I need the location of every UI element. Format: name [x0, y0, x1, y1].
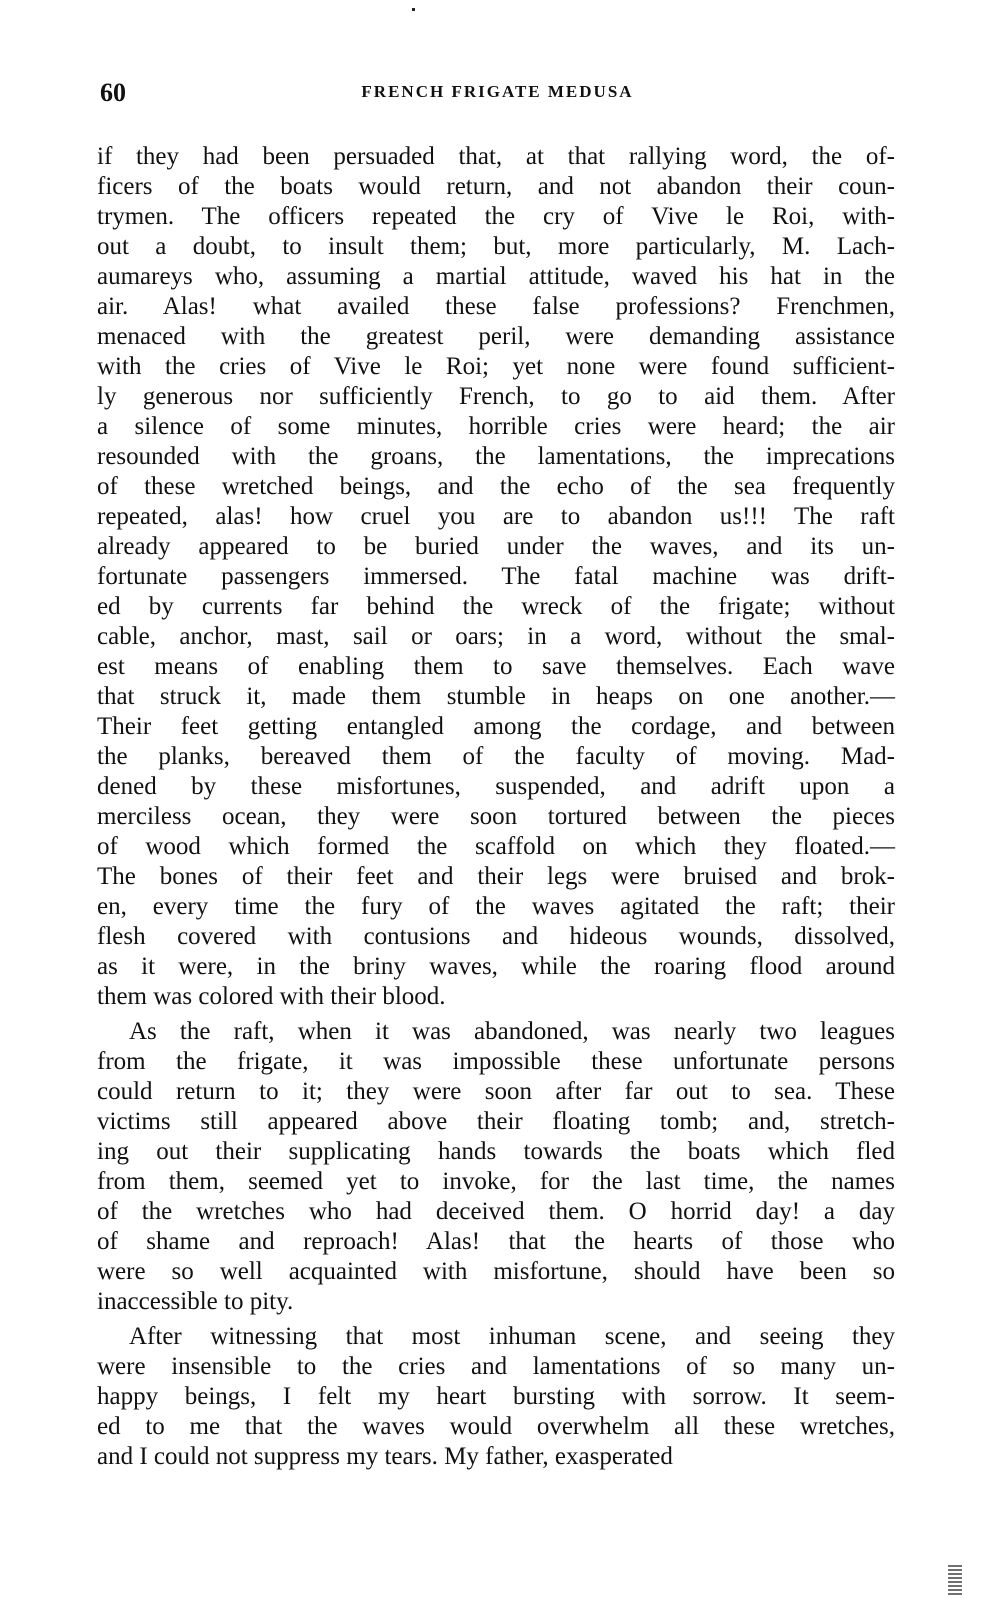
text-line: that struck it, made them stumble in heaps on one another.—	[97, 683, 895, 710]
text-line: the planks, bereaved them of the faculty of moving. Mad-	[97, 743, 895, 770]
text-line: out a doubt, to insult them; but, more particularly, M. Lach-	[97, 233, 895, 260]
text-line: of wood which formed the scaffold on which they floated.—	[97, 833, 895, 860]
text-line: ing out their supplicating hands towards the boats which fled	[97, 1138, 895, 1165]
text-line: cable, anchor, mast, sail or oars; in a word, without the smal-	[97, 623, 895, 650]
text-line: of these wretched beings, and the echo of the sea frequently	[97, 473, 895, 500]
text-line: est means of enabling them to save themselves. Each wave	[97, 653, 895, 680]
text-line: from the frigate, it was impossible these unfortunate persons	[97, 1048, 895, 1075]
text-line: resounded with the groans, the lamentations, the imprecations	[97, 443, 895, 470]
text-line: victims still appeared above their floating tomb; and, stretch-	[97, 1108, 895, 1135]
text-line: After witnessing that most inhuman scene, and seeing they	[129, 1323, 895, 1350]
text-line: with the cries of Vive le Roi; yet none were found sufficient-	[97, 353, 895, 380]
text-line: Their feet getting entangled among the cordage, and between	[97, 713, 895, 740]
paragraph	[97, 1017, 895, 1317]
text-line: aumareys who, assuming a martial attitude, waved his hat in the	[97, 263, 895, 290]
paragraph	[97, 1322, 895, 1472]
page-header	[100, 78, 895, 108]
text-line: if they had been persuaded that, at that rallying word, the of-	[97, 143, 895, 170]
text-line: dened by these misfortunes, suspended, and adrift upon a	[97, 773, 895, 800]
text-line: and I could not suppress my tears. My father, exasperated	[97, 1443, 673, 1470]
text-line: already appeared to be buried under the waves, and its un-	[97, 533, 895, 560]
text-line: ed to me that the waves would overwhelm all these wretches,	[97, 1413, 895, 1440]
text-line: repeated, alas! how cruel you are to abandon us!!! The raft	[97, 503, 895, 530]
text-line: were insensible to the cries and lamentations of so many un-	[97, 1353, 895, 1380]
text-line: of shame and reproach! Alas! that the hearts of those who	[97, 1228, 895, 1255]
text-line: en, every time the fury of the waves agitated the raft; their	[97, 893, 895, 920]
text-line: fortunate passengers immersed. The fatal machine was drift-	[97, 563, 895, 590]
text-line: from them, seemed yet to invoke, for the last time, the names	[97, 1168, 895, 1195]
text-line: of the wretches who had deceived them. O horrid day! a day	[97, 1198, 895, 1225]
text-line: happy beings, I felt my heart bursting with sorrow. It seem-	[97, 1383, 895, 1410]
text-line: trymen. The officers repeated the cry of Vive le Roi, with-	[97, 203, 895, 230]
page-number: 60	[100, 78, 126, 107]
text-line: merciless ocean, they were soon tortured between the pieces	[97, 803, 895, 830]
text-line: inaccessible to pity.	[97, 1288, 294, 1315]
text-line: a silence of some minutes, horrible cries were heard; the air	[97, 413, 895, 440]
paragraph	[97, 142, 895, 1012]
text-line: ed by currents far behind the wreck of the frigate; without	[97, 593, 895, 620]
text-line: flesh covered with contusions and hideous wounds, dissolved,	[97, 923, 895, 950]
page-body	[97, 142, 895, 1472]
scan-artifact	[948, 1565, 962, 1595]
text-line: could return to it; they were soon after far out to sea. These	[97, 1078, 895, 1105]
text-line: were so well acquainted with misfortune, should have been so	[97, 1258, 895, 1285]
text-line: The bones of their feet and their legs were bruised and brok-	[97, 863, 895, 890]
text-line: ficers of the boats would return, and not abandon their coun-	[97, 173, 895, 200]
text-line: menaced with the greatest peril, were demanding assistance	[97, 323, 895, 350]
scan-speck	[412, 8, 415, 11]
text-line: as it were, in the briny waves, while the roaring flood around	[97, 953, 895, 980]
running-title: FRENCH FRIGATE MEDUSA	[361, 82, 634, 101]
text-line: As the raft, when it was abandoned, was nearly two leagues	[129, 1018, 895, 1045]
text-line: air. Alas! what availed these false professions? Frenchmen,	[97, 293, 895, 320]
text-line: ly generous nor sufficiently French, to go to aid them. After	[97, 383, 895, 410]
text-line: them was colored with their blood.	[97, 983, 446, 1010]
